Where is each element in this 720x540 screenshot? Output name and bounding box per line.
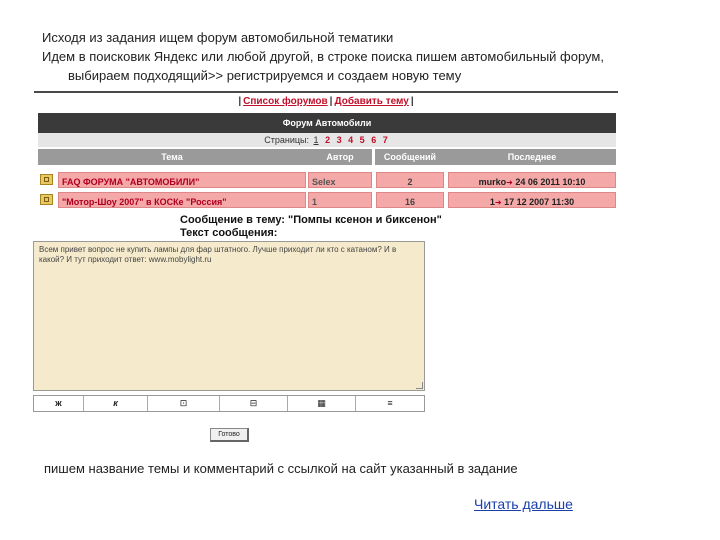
instruction-line-3: выбираем подходящий>> регистрируемся и создаем новую тему: [68, 68, 462, 83]
column-divider: [372, 149, 375, 209]
header-last: Последнее: [507, 152, 557, 162]
table-button[interactable]: ▦: [288, 396, 356, 411]
forum-title: Форум Автомобили: [38, 113, 616, 133]
arrow-icon[interactable]: ➜: [494, 198, 502, 207]
topic-link[interactable]: "Мотор-Шоу 2007" в КОСКе "Россия": [58, 192, 306, 208]
folder-icon: [40, 194, 53, 205]
author-cell: 1: [308, 192, 372, 208]
message-body: Всем привет вопрос не купить лампы для фар штатного. Лучше приходит ли кто с катаном? И в какой? И тут приходит ответ: www.mobylight.ru: [39, 245, 397, 264]
page-link[interactable]: 7: [382, 135, 388, 145]
topic-link[interactable]: FAQ ФОРУМА "АВТОМОБИЛИ": [58, 172, 306, 188]
caption: пишем название темы и комментарий с ссылкой на сайт указанный в задание: [44, 461, 518, 476]
instructions: [42, 28, 702, 85]
author-cell: Selex: [308, 172, 372, 188]
header-author: Автор: [326, 152, 354, 162]
instruction-line-2: Идем в поисковик Яндекс или любой другой, в строке поиска пишем автомобильный форум,: [42, 49, 604, 64]
replies-cell: 2: [376, 172, 444, 188]
last-user[interactable]: 1: [489, 197, 495, 207]
image-button[interactable]: ⊡: [148, 396, 220, 411]
add-topic-link[interactable]: Добавить тему: [334, 96, 409, 107]
page-link[interactable]: 5: [359, 135, 365, 145]
pages-label: Страницы:: [264, 135, 310, 145]
last-date: 17 12 2007 11:30: [504, 197, 575, 207]
message-textarea[interactable]: [33, 241, 425, 391]
link-button[interactable]: ⊟: [220, 396, 288, 411]
list-button[interactable]: ≡: [387, 398, 393, 408]
header-topic: Тема: [161, 152, 183, 162]
header-replies: Сообщений: [383, 152, 437, 162]
page-link[interactable]: 1: [313, 135, 319, 145]
ready-button[interactable]: Готово: [210, 428, 249, 442]
table-header: [38, 149, 616, 165]
forum-navbar: | Список форумов | Добавить тему |: [34, 91, 618, 113]
resize-handle[interactable]: [416, 382, 423, 389]
forum-list-link[interactable]: Список форумов: [243, 96, 328, 107]
pagination: [38, 133, 616, 147]
arrow-icon[interactable]: ➜: [506, 178, 513, 187]
message-label: Текст сообщения:: [180, 227, 278, 239]
bold-button[interactable]: ж: [34, 396, 84, 411]
read-more-link[interactable]: Читать дальше: [474, 496, 573, 512]
page-link[interactable]: 6: [371, 135, 377, 145]
folder-icon: [40, 174, 53, 185]
table-row[interactable]: [38, 191, 616, 209]
last-date: 24 06 2011 10:10: [515, 177, 586, 187]
instruction-line-1: Исходя из задания ищем форум автомобильной тематики: [42, 30, 394, 45]
replies-cell: 16: [376, 192, 444, 208]
editor-toolbar: [33, 395, 425, 412]
forum-screenshot: [34, 91, 618, 209]
italic-button[interactable]: к: [84, 396, 148, 411]
last-user[interactable]: murko: [478, 177, 507, 187]
message-title: Сообщение в тему: "Помпы ксенон и биксенон": [180, 214, 442, 226]
table-row[interactable]: [38, 171, 616, 189]
page-link[interactable]: 4: [348, 135, 354, 145]
page-link[interactable]: 3: [336, 135, 342, 145]
page-link[interactable]: 2: [325, 135, 331, 145]
